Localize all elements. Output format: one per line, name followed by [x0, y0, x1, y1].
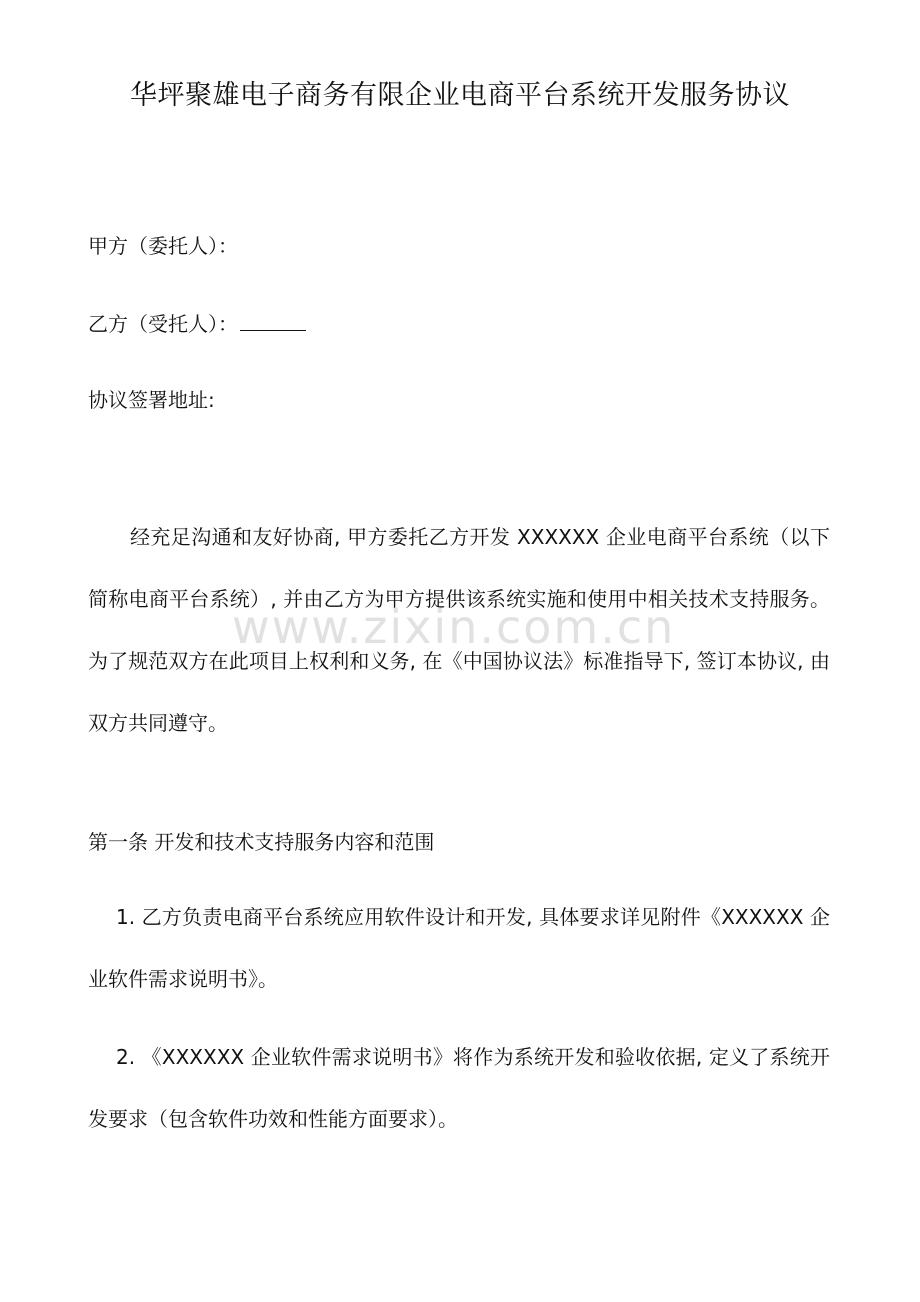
signing-address-line [88, 386, 215, 414]
intro-paragraph: 经充足沟通和友好协商, 甲方委托乙方开发 XXXXXX 企业电商平台系统（以下简称电商平台系统）, 并由乙方为甲方提供该系统实施和使用中相关技术支持服务。为了规范双方在此项目上权利和义务, 在《中国协议法》标准指导下, 签订本协议, 由双方共同遵守。 [88, 525, 830, 735]
article-1-item-1: 1. 乙方负责电商平台系统应用软件设计和开发, 具体要求详见附件《XXXXXX 企业软件需求说明书》。 [88, 905, 830, 991]
watermark: www.zixin.com.cn [232, 600, 676, 654]
signing-address-label: 协议签署地址: [88, 388, 215, 412]
party-b-label: 乙方（受托人）： [88, 312, 238, 336]
party-b-blank [240, 310, 306, 331]
party-a-line [88, 232, 238, 260]
party-b-line [88, 310, 306, 338]
party-a-label: 甲方（委托人）： [88, 234, 238, 258]
article-1-item-2: 2. 《XXXXXX 企业软件需求说明书》将作为系统开发和验收依据, 定义了系统开发要求（包含软件功效和性能方面要求）。 [88, 1045, 830, 1131]
document-title: 华坪聚雄电子商务有限企业电商平台系统开发服务协议 [130, 80, 790, 111]
article-1-heading: 第一条 开发和技术支持服务内容和范围 [88, 830, 435, 854]
